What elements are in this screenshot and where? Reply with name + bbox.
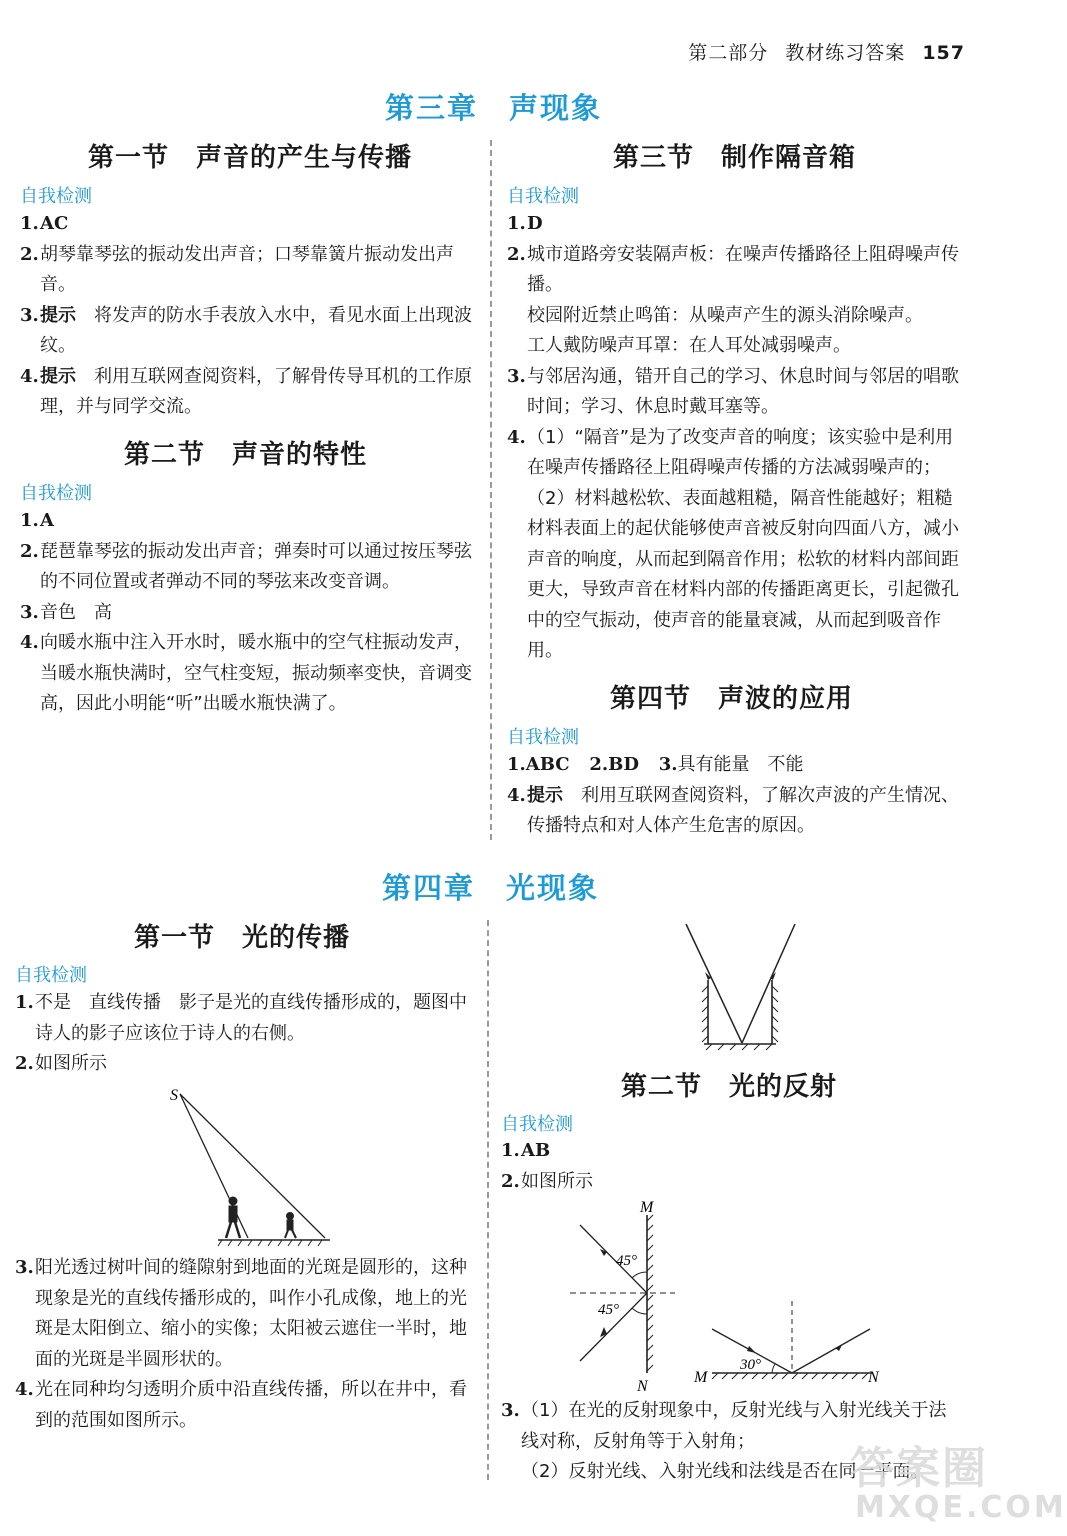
arrow-head — [600, 1249, 607, 1256]
answer-item — [507, 209, 965, 240]
item-number: 2. — [15, 1053, 34, 1074]
item-text: 光在同种均匀透明介质中沿直线传播，所以在井中，看到的范围如图所示。 — [35, 1379, 467, 1431]
column-divider — [487, 920, 489, 1480]
sight-line — [686, 924, 742, 1043]
item-number: 4. — [20, 632, 39, 653]
arrow-head — [835, 1345, 842, 1351]
answer-item — [507, 362, 965, 423]
item-text: 向暖水瓶中注入开水时，暖水瓶中的空气柱振动发声，当暖水瓶快满时，空气柱变短，振动频率变快，音调变高，因此小明能“听”出暖水瓶快满了。 — [40, 632, 472, 714]
item-number: 2. — [20, 243, 39, 265]
item-number: 3. — [507, 365, 526, 387]
answer-item — [15, 1253, 470, 1375]
page-number: 157 — [922, 42, 965, 64]
item-text: 音色 高 — [40, 601, 112, 623]
shadow-figure — [160, 1080, 340, 1250]
item-text: 如图所示 — [35, 1053, 107, 1074]
item-number: 2. — [589, 754, 609, 775]
item-text: 不是 直线传播 影子是光的直线传播形成的，题图中诗人的影子应该位于诗人的右侧。 — [35, 992, 467, 1044]
self-check-label: 自我检测 — [15, 965, 87, 986]
angle-label: 30° — [740, 1357, 761, 1373]
answer-line — [507, 750, 965, 781]
section-title: 第一节 光的传播 — [134, 923, 351, 953]
item-number: 3. — [658, 754, 678, 775]
item-text: 琵琶靠琴弦的振动发出声音；弹奏时可以通过按压琴弦的不同位置或者弹动不同的琴弦来改变音调。 — [40, 540, 472, 592]
tip-label: 提示 — [40, 304, 76, 326]
item-text: 利用互联网查阅资料，了解次声波的产生情况、传播特点和对人体产生危害的原因。 — [527, 784, 959, 836]
answer-item — [20, 598, 475, 629]
ch3-s2-answers — [20, 506, 475, 720]
answer-item — [507, 301, 965, 332]
arrow-head — [747, 1346, 756, 1353]
ch3-s1-answers — [20, 209, 475, 423]
watermark-logo: 答案圈 — [850, 1443, 988, 1494]
self-check-label: 自我检测 — [507, 727, 579, 748]
item-number: 4. — [15, 1379, 34, 1400]
item-text: 如图所示 — [521, 1170, 593, 1192]
header-part: 第二部分 — [688, 42, 769, 64]
item-text: BD — [608, 754, 639, 775]
item-text: （1）在光的反射现象中，反射光线与入射光线关于法线对称，反射角等于入射角； — [521, 1400, 947, 1452]
self-check-label: 自我检测 — [20, 186, 92, 207]
answer-item — [20, 537, 475, 598]
item-number: 1. — [20, 213, 39, 234]
item-number: 1. — [501, 1140, 520, 1161]
section-title: 第三节 制作隔音箱 — [613, 143, 857, 173]
answer-item — [507, 331, 965, 362]
item-number: 1. — [15, 992, 34, 1013]
ch4-s1-answers — [15, 988, 470, 1080]
angle-label: 45° — [598, 1302, 619, 1318]
item-text: AB — [521, 1140, 551, 1161]
answer-item — [20, 506, 475, 537]
light-ray — [180, 1094, 325, 1238]
item-text: 校园附近禁止鸣笛：从噪声产生的源头消除噪声。 — [527, 304, 923, 326]
answer-item — [15, 1375, 470, 1436]
item-text: 城市道路旁安装隔声板：在噪声传播路径上阻碍噪声传播。 — [527, 243, 959, 295]
mirror-label-m2: M — [694, 1369, 708, 1386]
angle-label: 45° — [616, 1253, 637, 1269]
item-number: 1. — [507, 213, 526, 234]
answer-item — [20, 301, 475, 362]
ch4-s1-answers-more — [15, 1253, 470, 1436]
answer-item — [501, 1167, 961, 1198]
reflection-figure — [560, 1195, 900, 1395]
item-number: 4. — [507, 784, 526, 806]
answer-item — [20, 240, 475, 301]
item-text: 胡琴靠琴弦的振动发出声音；口琴靠簧片振动发出声音。 — [40, 243, 454, 295]
self-check-label: 自我检测 — [507, 186, 579, 207]
header-book: 教材练习答案 — [785, 42, 906, 64]
item-text: D — [527, 213, 543, 234]
ch3-s4-answers — [507, 750, 965, 842]
angle-arc — [772, 1364, 775, 1373]
answer-item — [507, 240, 965, 301]
self-check-label: 自我检测 — [20, 483, 92, 504]
answer-item — [15, 1049, 470, 1080]
self-check-label: 自我检测 — [501, 1114, 573, 1135]
item-number: 2. — [501, 1170, 520, 1192]
mirror-hatch — [712, 1373, 868, 1379]
item-number: 3. — [501, 1400, 520, 1421]
item-number: 1. — [507, 754, 526, 775]
answer-item — [507, 781, 965, 842]
item-text: 与邻居沟通，错开自己的学习、休息时间与邻居的唱歌时间；学习、休息时戴耳塞等。 — [527, 365, 959, 417]
item-number: 2. — [20, 540, 39, 562]
chapter-4-title: 第四章 光现象 — [382, 871, 600, 905]
mirror-label-m: M — [640, 1199, 654, 1216]
answer-item — [20, 362, 475, 423]
item-number: 3. — [20, 304, 39, 326]
column-divider — [490, 140, 492, 840]
item-number: 2. — [507, 243, 526, 265]
mirror-label-n2: N — [868, 1369, 879, 1386]
item-text: （2）反射光线、入射光线和法线是否在同一平面。 — [521, 1461, 929, 1482]
item-text: AC — [40, 213, 69, 234]
watermark-url: MXQE.COM — [855, 1490, 1067, 1525]
item-text: 工人戴防噪声耳罩：在人耳处减弱噪声。 — [527, 335, 851, 356]
item-number: 1. — [20, 510, 39, 531]
sight-line — [742, 924, 795, 1043]
section-title: 第四节 声波的应用 — [610, 684, 854, 714]
item-text: （1）“隔音”是为了改变声音的响度；该实验中是利用在噪声传播路径上阻碍噪声传播的方法减弱噪声的；（2）材料越松软、表面越粗糙，隔音性能越好；粗糙材料表面上的起伏能够使声音被反射向四面八方，减小声音的响度，从而起到隔音作用；松软的材料内部间距更大，导致声音在材料内部的传播距离更长，引起微孔中的空气振动，使声音的能量衰减，从而起到吸音作用。 — [527, 426, 959, 661]
item-number: 4. — [507, 426, 526, 448]
light-ray — [180, 1094, 248, 1238]
section-title: 第一节 声音的产生与传播 — [88, 143, 413, 173]
answer-item — [20, 628, 475, 720]
answer-item — [20, 209, 475, 240]
answer-item — [15, 988, 470, 1049]
ground-hatch — [218, 1240, 322, 1246]
item-text: 具有能量 不能 — [677, 754, 804, 775]
ch4-s2-answers — [501, 1136, 961, 1197]
mirror-label-n: N — [637, 1378, 648, 1395]
item-text: 阳光透过树叶间的缝隙射到地面的光斑是圆形的，这种现象是光的直线传播形成的，叫作小孔成像，地上的光斑是太阳倒立、缩小的实像；太阳被云遮住一半时，地面的光斑是半圆形状的。 — [35, 1257, 467, 1370]
item-text: ABC — [525, 754, 570, 775]
answer-item — [501, 1136, 961, 1167]
item-number: 3. — [20, 601, 39, 623]
item-text: A — [40, 510, 54, 531]
well-figure — [680, 918, 810, 1053]
tip-label: 提示 — [40, 365, 76, 387]
chapter-3-title: 第三章 声现象 — [385, 91, 603, 125]
section-title: 第二节 光的反射 — [621, 1072, 838, 1102]
item-text: 将发声的防水手表放入水中，看见水面上出现波纹。 — [40, 304, 472, 356]
angle-arc — [632, 1308, 647, 1314]
angle-arc — [632, 1272, 647, 1278]
answer-item — [507, 423, 965, 667]
item-text: 利用互联网查阅资料，了解骨传导耳机的工作原理，并与同学交流。 — [40, 365, 472, 417]
section-title: 第二节 声音的特性 — [124, 440, 368, 470]
page-header — [688, 38, 965, 65]
tip-label: 提示 — [527, 784, 563, 806]
person-figure — [285, 1213, 296, 1239]
ch3-s3-answers — [507, 209, 965, 667]
item-number: 4. — [20, 365, 39, 387]
figure-label-s: S — [170, 1087, 178, 1104]
item-number: 3. — [15, 1257, 34, 1278]
reflected-ray — [792, 1329, 870, 1373]
